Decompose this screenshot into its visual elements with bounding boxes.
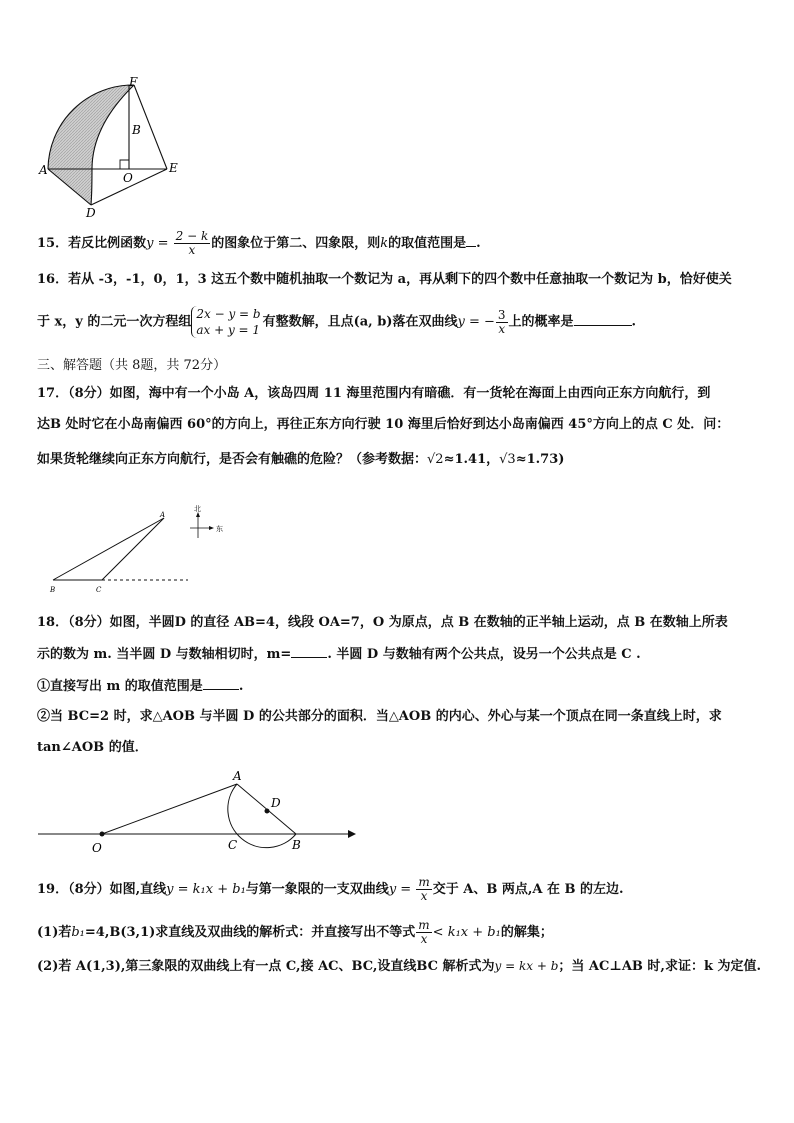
q16-frac-num: 3 bbox=[497, 307, 506, 322]
q19-text-pre: 19．（8分）如图,直线 bbox=[37, 882, 167, 897]
question-18-line5: tan∠AOB 的值． bbox=[37, 740, 148, 755]
label-a: A bbox=[233, 769, 242, 783]
q19-b1: b₁ bbox=[71, 925, 85, 940]
q16-y: y bbox=[457, 314, 465, 330]
question-17-line2: 达B 处时它在小岛南偏西 60°的方向上，再往正东方向行驶 10 海里后恰好到达小岛南偏西 45°方向上的点 C 处．问： bbox=[37, 417, 730, 432]
figure-q18 bbox=[34, 765, 364, 860]
q15-frac-den: x bbox=[188, 243, 196, 257]
figure-q17 bbox=[40, 500, 240, 600]
label-d: D bbox=[86, 206, 96, 220]
compass-icon bbox=[190, 504, 223, 538]
semicircle-d bbox=[228, 784, 296, 848]
segment-oa bbox=[102, 784, 237, 834]
label-e: E bbox=[169, 161, 178, 175]
q19-text-post: 交于 A、B 两点,A 在 B 的左边. bbox=[432, 882, 624, 897]
question-19-line2 bbox=[37, 919, 553, 946]
q19-text-mid: 与第一象限的一支双曲线 bbox=[245, 882, 389, 897]
q19-hyp-num: m bbox=[418, 875, 430, 889]
compass-north: 北 bbox=[194, 505, 201, 513]
label-a: A bbox=[160, 511, 166, 519]
label-c: C bbox=[96, 586, 102, 594]
q19-part1-mid: =4,B(3,1)求直线及双曲线的解析式：并直接写出不等式 bbox=[84, 925, 416, 940]
q18-line2-pre: 示的数为 m. 当半圆 D 与数轴相切时，m= bbox=[37, 647, 292, 662]
label-o: O bbox=[92, 841, 102, 855]
q19-ineq-num: m bbox=[418, 918, 430, 932]
q15-frac-num: 2 − k bbox=[175, 229, 209, 243]
question-16-line1: 16．若从 -3，-1，0，1，3 这五个数中随机抽取一个数记为 a，再从剩下的四个数中任意抽取一个数记为 b，恰好使关 bbox=[37, 272, 732, 287]
label-c: C bbox=[228, 838, 238, 852]
q16-text-pre: 于 x，y 的二元一次方程组 bbox=[37, 314, 192, 330]
q15-eq: = bbox=[153, 236, 173, 251]
label-a: A bbox=[39, 163, 48, 177]
q16-text-mid: 有整数解，且点(a, b)落在双曲线 bbox=[262, 314, 458, 330]
q18-line3-pre: ①直接写出 m 的取值范围是 bbox=[37, 679, 203, 694]
q19-hyp-den: x bbox=[420, 889, 428, 903]
q19-ineq-fraction bbox=[416, 919, 431, 946]
question-17-line3 bbox=[37, 451, 564, 469]
q16-fraction bbox=[496, 309, 508, 336]
q17-text-pre: 如果货轮继续向正东方向航行，是否会有触礁的危险？（参考数据： bbox=[37, 452, 428, 467]
q16-equation-system bbox=[191, 306, 260, 338]
q19-ineq-rest: < k₁x + b₁ bbox=[432, 925, 501, 940]
question-18-line1: 18．（8分）如图，半圆D 的直径 AB=4，线段 OA=7，O 为原点，点 B 在数轴的正半轴上运动，点 B 在数轴上所表 bbox=[37, 615, 728, 630]
figure-q14 bbox=[36, 76, 186, 221]
q15-text-post: 的图象位于第二、四象限，则 bbox=[211, 236, 381, 251]
compass-east: 东 bbox=[216, 525, 223, 533]
label-b: B bbox=[50, 586, 56, 594]
q15-number: 15． bbox=[37, 236, 69, 251]
segment-ca bbox=[102, 518, 164, 580]
q19-part2-pre: (2)若 A(1,3),第三象限的双曲线上有一点 C,接 AC、BC,设直线BC 解析式为 bbox=[37, 959, 495, 974]
question-18-line2 bbox=[37, 645, 641, 664]
label-f: F bbox=[129, 76, 138, 89]
q18-answer-blank-range[interactable] bbox=[203, 677, 239, 690]
label-o: O bbox=[123, 171, 133, 185]
label-b: B bbox=[132, 123, 141, 137]
question-16-line2: 于 x，y 的二元一次方程组 2x − y = b ax + y = 1 有整数解，且点(a, b)落在双曲线y = − $\frac{3}{x}$ 上的概率是 . bbox=[37, 307, 637, 337]
q18-answer-blank-m[interactable] bbox=[291, 645, 327, 658]
segment-ba bbox=[53, 518, 164, 580]
question-17-line1: 17．（8分）如图，海中有一个小岛 A，该岛四周 11 海里范围内有暗礁．有一货轮在海面上由西向正东方向航行，到 bbox=[37, 386, 711, 401]
q19-part2-post: ；当 AC⊥AB 时,求证：k 为定值. bbox=[558, 959, 762, 974]
q15-fraction bbox=[174, 230, 211, 257]
question-19-line1 bbox=[37, 876, 624, 903]
q19-hyp-fraction bbox=[416, 876, 431, 903]
q19-part1-pre: (1)若 bbox=[37, 925, 72, 940]
q19-line-equation: y = k₁x + b₁ bbox=[166, 882, 246, 897]
q15-k: k bbox=[380, 236, 389, 251]
q17-approx2: ≈1.73) bbox=[515, 452, 565, 467]
label-b: B bbox=[292, 838, 301, 852]
q16-eq1: 2x − y = b bbox=[196, 307, 261, 321]
q17-approx1: ≈1.41， bbox=[443, 452, 500, 467]
q19-ineq-den: x bbox=[420, 932, 428, 946]
question-15: 15．若反比例函数y = $\frac{2 - k}{x}$ 的图象位于第二、四象限，则k的取值范围是 . bbox=[37, 229, 481, 257]
q19-bc-equation: y = kx + b bbox=[494, 959, 559, 973]
question-18-line4: ②当 BC=2 时，求△AOB 与半圆 D 的公共部分的面积．当△AOB 的内心、外心与某一个顶点在同一条直线上时，求 bbox=[37, 709, 722, 724]
q15-answer-blank[interactable] bbox=[466, 234, 476, 247]
shaded-region-upper bbox=[48, 85, 134, 169]
right-angle-mark bbox=[120, 160, 129, 169]
q18-line3-post: . bbox=[238, 679, 244, 694]
q15-text-post2: 的取值范围是 bbox=[388, 236, 467, 251]
question-19-line3 bbox=[37, 957, 761, 976]
q17-sqrt3: √3 bbox=[499, 452, 516, 467]
question-18-line3 bbox=[37, 677, 243, 696]
q15-text-pre: 若反比例函数 bbox=[68, 236, 147, 251]
q15-y: y bbox=[146, 236, 154, 251]
q16-eq: = − bbox=[464, 314, 495, 330]
q19-hyp-y: y = bbox=[388, 882, 416, 897]
q17-sqrt2: √2 bbox=[427, 452, 444, 467]
label-d: D bbox=[271, 796, 281, 810]
section-3-heading: 三、解答题（共 8题，共 72分） bbox=[37, 358, 227, 373]
q16-answer-blank[interactable] bbox=[574, 313, 632, 326]
axis-arrow bbox=[348, 830, 356, 838]
point-d bbox=[265, 809, 270, 814]
q16-eq2: ax + y = 1 bbox=[196, 323, 261, 337]
q16-text-post: 上的概率是 bbox=[508, 314, 574, 330]
q18-line2-post: . 半圆 D 与数轴有两个公共点，设另一个公共点是 C . bbox=[327, 647, 641, 662]
q16-frac-den: x bbox=[498, 321, 506, 336]
q19-part1-post: 的解集； bbox=[500, 925, 553, 940]
